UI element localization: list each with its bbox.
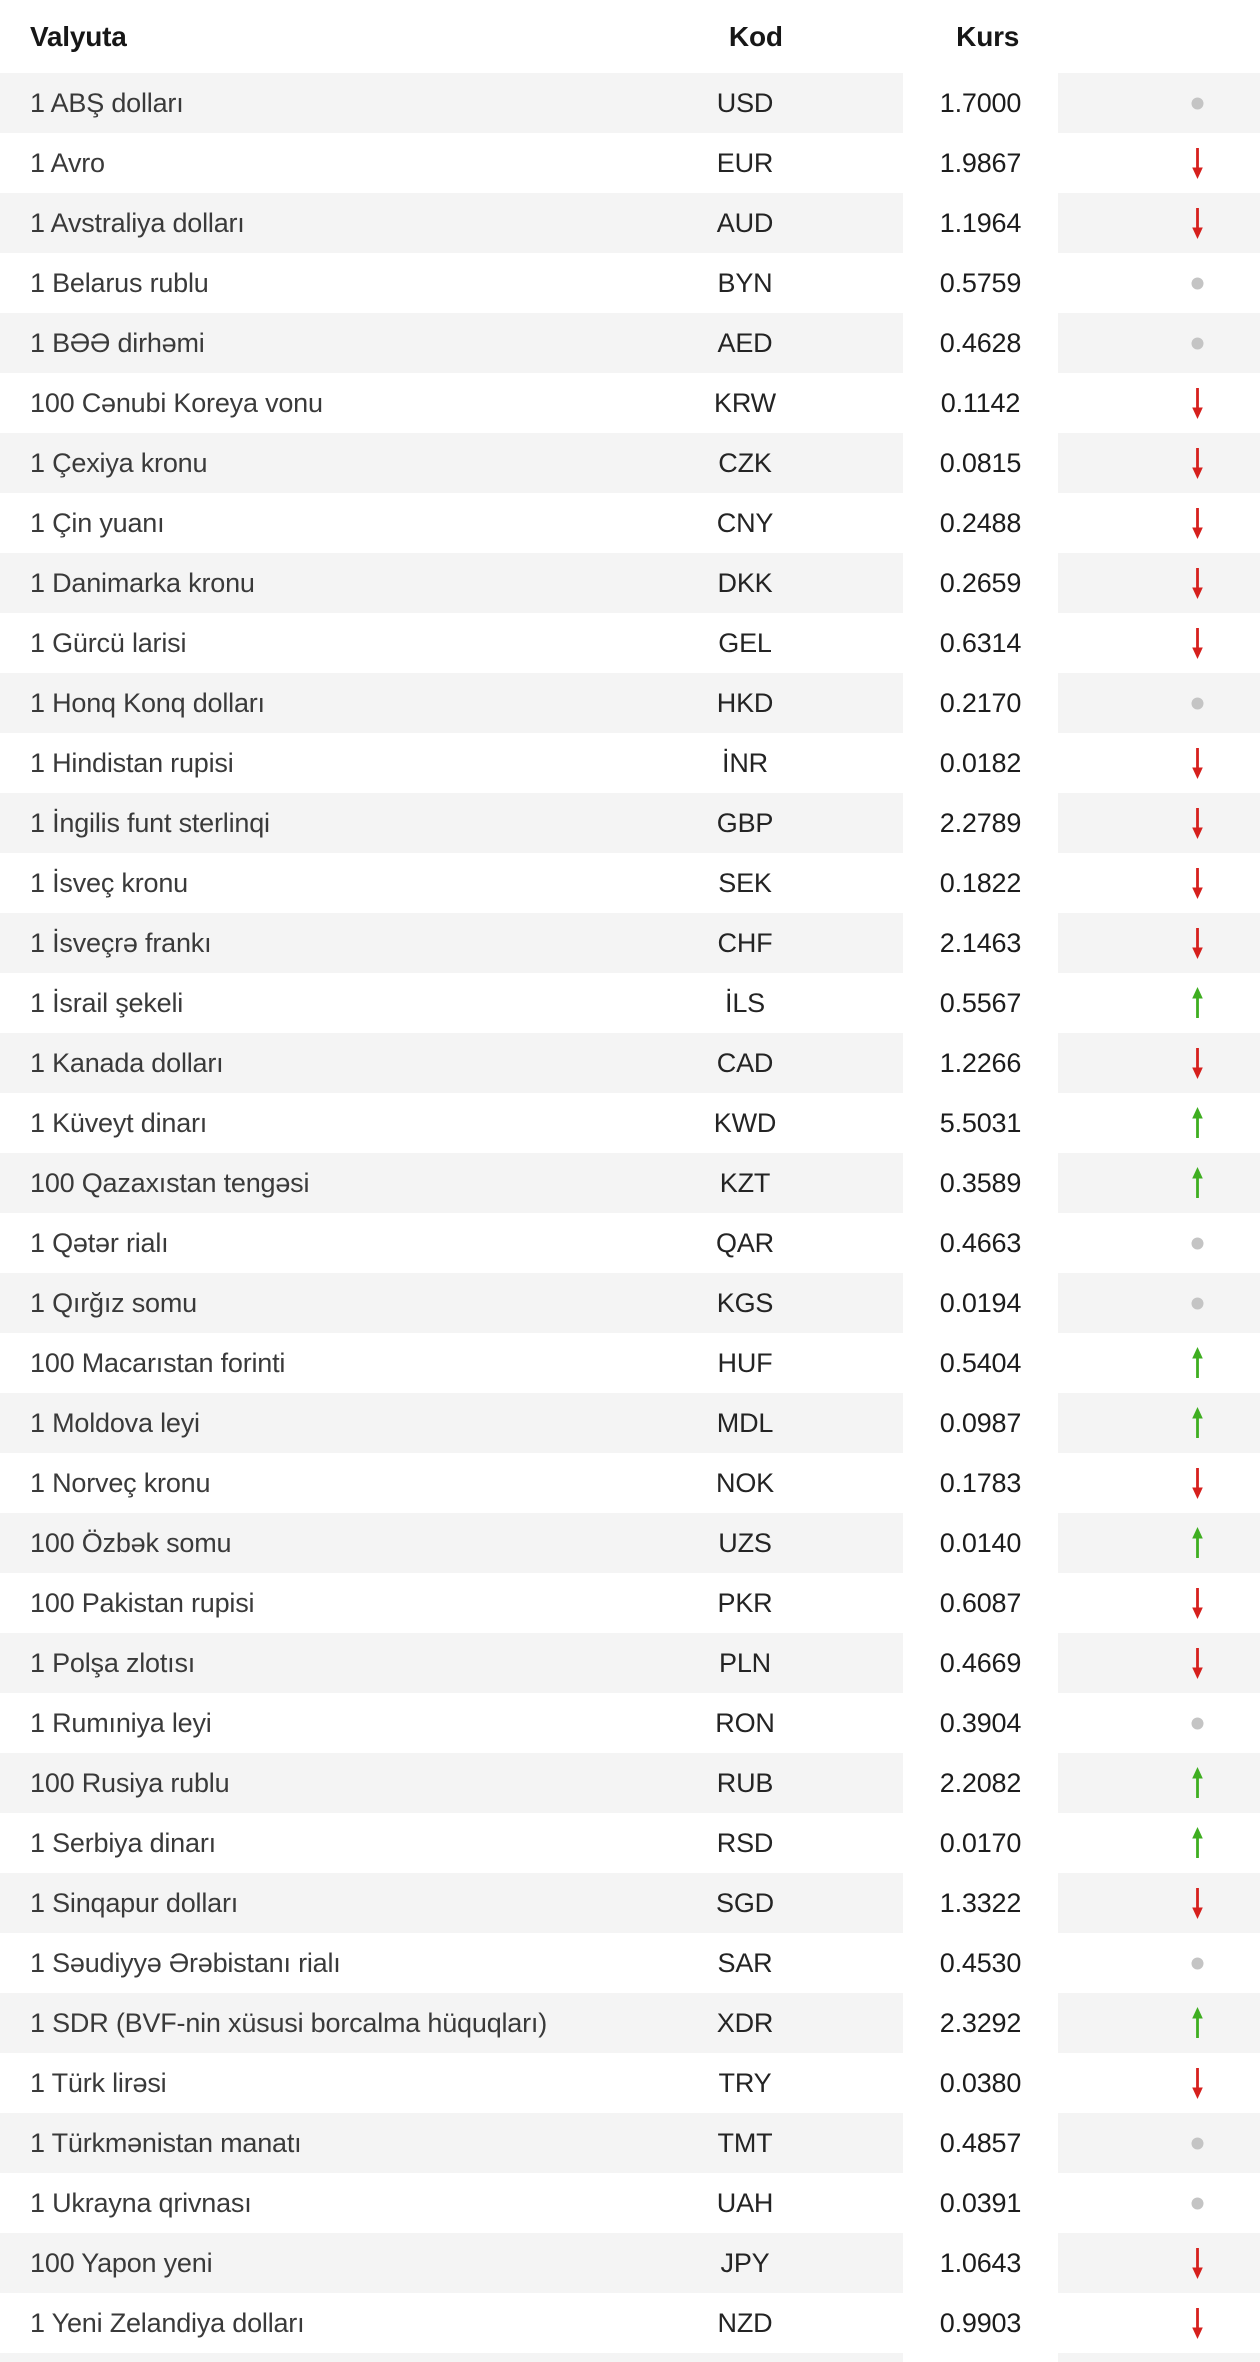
currency-code: DKK [717, 567, 773, 598]
table-row [0, 1393, 1260, 1453]
currency-code: USD [716, 87, 774, 118]
trend-down-icon [1058, 913, 1260, 973]
currency-code: AUD [716, 207, 774, 238]
table-row [0, 1633, 1260, 1693]
currency-rate: 0.2170 [903, 673, 1058, 733]
trend-up-icon [1058, 1753, 1260, 1813]
table-row [0, 1213, 1260, 1273]
table-row [0, 913, 1260, 973]
currency-code: MDL [716, 1407, 774, 1438]
currency-name: 1 Rumıniya leyi [30, 1707, 212, 1738]
currency-code: TRY [718, 2067, 772, 2098]
trend-down-icon [1058, 613, 1260, 673]
currency-code: CAD [716, 1047, 774, 1078]
table-row [0, 853, 1260, 913]
currency-name: 1 Ukrayna qrivnası [30, 2187, 252, 2218]
table-row [0, 2293, 1260, 2353]
currency-rate: 1.9867 [903, 133, 1058, 193]
currency-rate: 2.3292 [903, 1993, 1058, 2053]
trend-down-icon [1058, 1633, 1260, 1693]
trend-down-icon [1058, 133, 1260, 193]
currency-name: 1 İsrail şekeli [30, 987, 184, 1018]
trend-steady-icon [1058, 1273, 1260, 1333]
table-row [0, 2173, 1260, 2233]
currency-rate: 1.0643 [903, 2233, 1058, 2293]
table-row [0, 493, 1260, 553]
trend-steady-icon [1058, 2173, 1260, 2233]
table-row [0, 793, 1260, 853]
currency-code: UAH [716, 2187, 774, 2218]
clipped-row-stripe-left [0, 2353, 903, 2362]
table-row [0, 1033, 1260, 1093]
header-currency: Valyuta [30, 20, 127, 52]
currency-rate: 0.4628 [903, 313, 1058, 373]
currency-name: 100 Yapon yeni [30, 2247, 213, 2278]
currency-code: QAR [716, 1227, 774, 1258]
currency-code: RON [715, 1707, 775, 1738]
currency-name: 1 Çin yuanı [30, 507, 165, 538]
currency-name: 1 Türk lirəsi [30, 2067, 167, 2098]
currency-rate: 0.4669 [903, 1633, 1058, 1693]
trend-down-icon [1058, 553, 1260, 613]
currency-rate: 0.0194 [903, 1273, 1058, 1333]
currency-name: 1 Türkmənistan manatı [30, 2127, 302, 2158]
currency-name: 1 Küveyt dinarı [30, 1107, 208, 1138]
table-row [0, 1813, 1260, 1873]
table-row [0, 1693, 1260, 1753]
currency-rate: 2.2789 [903, 793, 1058, 853]
currency-name: 1 Polşa zlotısı [30, 1647, 196, 1678]
currency-name: 1 Yeni Zelandiya dolları [30, 2307, 305, 2338]
currency-code: NOK [716, 1467, 774, 1498]
table-row [0, 973, 1260, 1033]
trend-up-icon [1058, 1093, 1260, 1153]
currency-code: EUR [716, 147, 774, 178]
trend-down-icon [1058, 793, 1260, 853]
currency-rate: 0.2659 [903, 553, 1058, 613]
trend-down-icon [1058, 193, 1260, 253]
trend-down-icon [1058, 373, 1260, 433]
currency-rate: 0.1822 [903, 853, 1058, 913]
currency-name: 1 Avstraliya dolları [30, 207, 245, 238]
header-rate: Kurs [956, 20, 1020, 52]
currency-name: 1 İsveçrə frankı [30, 927, 212, 958]
trend-steady-icon [1058, 73, 1260, 133]
table-body [0, 73, 1260, 2353]
currency-code: XDR [716, 2007, 774, 2038]
currency-rate: 0.6314 [903, 613, 1058, 673]
currency-rate: 0.0380 [903, 2053, 1058, 2113]
table-row [0, 1093, 1260, 1153]
currency-code: PKR [717, 1587, 773, 1618]
currency-name: 1 İsveç kronu [30, 867, 188, 898]
currency-name: 1 Avro [30, 147, 105, 178]
currency-name: 1 Norveç kronu [30, 1467, 211, 1498]
currency-code: GBP [716, 807, 774, 838]
clipped-next-row [0, 2353, 1260, 2362]
trend-up-icon [1058, 1153, 1260, 1213]
currency-rate: 0.0140 [903, 1513, 1058, 1573]
table-row [0, 1753, 1260, 1813]
currency-code: İNR [722, 747, 768, 778]
table-row [0, 1273, 1260, 1333]
currency-rate: 0.3904 [903, 1693, 1058, 1753]
trend-down-icon [1058, 1033, 1260, 1093]
trend-down-icon [1058, 493, 1260, 553]
currency-rate: 0.5567 [903, 973, 1058, 1033]
currency-name: 1 ABŞ dolları [30, 87, 184, 118]
currency-rate: 1.2266 [903, 1033, 1058, 1093]
trend-steady-icon [1058, 313, 1260, 373]
table-row [0, 553, 1260, 613]
currency-rate: 0.5759 [903, 253, 1058, 313]
trend-down-icon [1058, 853, 1260, 913]
trend-down-icon [1058, 2233, 1260, 2293]
currency-name: 1 Gürcü larisi [30, 627, 187, 658]
currency-code: HKD [716, 687, 774, 718]
currency-rate: 2.2082 [903, 1753, 1058, 1813]
currency-code: SGD [716, 1887, 774, 1918]
table-row [0, 1993, 1260, 2053]
currency-rate: 1.3322 [903, 1873, 1058, 1933]
table-row [0, 2053, 1260, 2113]
trend-up-icon [1058, 973, 1260, 1033]
currency-code: CNY [716, 507, 774, 538]
currency-rate: 0.9903 [903, 2293, 1058, 2353]
currency-rate: 0.2488 [903, 493, 1058, 553]
currency-code: CHF [717, 927, 773, 958]
currency-name: 100 Rusiya rublu [30, 1767, 230, 1798]
trend-steady-icon [1058, 1693, 1260, 1753]
table-row [0, 133, 1260, 193]
table-row [0, 1333, 1260, 1393]
table-row [0, 373, 1260, 433]
table-row [0, 1933, 1260, 1993]
table-row [0, 613, 1260, 673]
currency-name: 100 Cənubi Koreya vonu [30, 387, 323, 418]
currency-code: KZT [719, 1167, 771, 1198]
currency-rate: 0.3589 [903, 1153, 1058, 1213]
currency-code: GEL [718, 627, 772, 658]
currency-rate: 1.1964 [903, 193, 1058, 253]
currency-code: KGS [716, 1287, 774, 1318]
currency-name: 100 Özbək somu [30, 1527, 232, 1558]
trend-down-icon [1058, 1573, 1260, 1633]
currency-rate: 1.7000 [903, 73, 1058, 133]
currency-name: 1 SDR (BVF-nin xüsusi borcalma hüquqları) [30, 2007, 548, 2038]
currency-rate: 0.0815 [903, 433, 1058, 493]
trend-down-icon [1058, 1873, 1260, 1933]
trend-up-icon [1058, 1813, 1260, 1873]
trend-steady-icon [1058, 1933, 1260, 1993]
currency-rate: 0.4857 [903, 2113, 1058, 2173]
table-row [0, 1873, 1260, 1933]
clipped-row-rate-gap [903, 2353, 1058, 2362]
table-row [0, 1513, 1260, 1573]
currency-code: JPY [720, 2247, 770, 2278]
currency-code: AED [717, 327, 773, 358]
table-row [0, 673, 1260, 733]
currency-name: 100 Pakistan rupisi [30, 1587, 255, 1618]
currency-rate: 5.5031 [903, 1093, 1058, 1153]
currency-name: 1 Sinqapur dolları [30, 1887, 239, 1918]
table-row [0, 2113, 1260, 2173]
currency-rate: 0.1142 [903, 373, 1058, 433]
trend-steady-icon [1058, 673, 1260, 733]
currency-rate: 2.1463 [903, 913, 1058, 973]
currency-name: 1 Serbiya dinarı [30, 1827, 216, 1858]
trend-down-icon [1058, 1453, 1260, 1513]
trend-up-icon [1058, 1333, 1260, 1393]
currency-code: UZS [718, 1527, 772, 1558]
table-header-row [0, 0, 1260, 73]
currency-name: 1 Qətər rialı [30, 1227, 169, 1258]
currency-name: 1 Moldova leyi [30, 1407, 200, 1438]
currency-name: 1 Səudiyyə Ərəbistanı rialı [30, 1947, 341, 1978]
currency-code: CZK [718, 447, 772, 478]
trend-up-icon [1058, 1393, 1260, 1453]
currency-code: TMT [717, 2127, 773, 2158]
trend-down-icon [1058, 2053, 1260, 2113]
currency-name: 1 İngilis funt sterlinqi [30, 807, 270, 838]
table-row [0, 1453, 1260, 1513]
currency-name: 100 Macarıstan forinti [30, 1347, 286, 1378]
trend-down-icon [1058, 433, 1260, 493]
currency-code: NZD [717, 2307, 773, 2338]
table-row [0, 313, 1260, 373]
currency-name: 1 Belarus rublu [30, 267, 209, 298]
clipped-row-stripe-right [1058, 2353, 1260, 2362]
currency-code: SEK [718, 867, 772, 898]
currency-name: 100 Qazaxıstan tengəsi [30, 1167, 310, 1198]
header-code: Kod [728, 20, 783, 52]
table-row [0, 433, 1260, 493]
currency-name: 1 Kanada dolları [30, 1047, 224, 1078]
currency-code: KWD [713, 1107, 777, 1138]
header-trend-spacer [1063, 0, 1260, 73]
trend-up-icon [1058, 1993, 1260, 2053]
currency-rate: 0.0170 [903, 1813, 1058, 1873]
trend-steady-icon [1058, 1213, 1260, 1273]
currency-code: KRW [714, 387, 776, 418]
table-row [0, 733, 1260, 793]
currency-rate: 0.1783 [903, 1453, 1058, 1513]
trend-down-icon [1058, 2293, 1260, 2353]
currency-code: BYN [717, 267, 773, 298]
table-row [0, 1153, 1260, 1213]
currency-code: SAR [717, 1947, 773, 1978]
currency-name: 1 Hindistan rupisi [30, 747, 234, 778]
table-row [0, 1573, 1260, 1633]
currency-name: 1 Danimarka kronu [30, 567, 255, 598]
table-row [0, 193, 1260, 253]
currency-rate: 0.0987 [903, 1393, 1058, 1453]
currency-rate: 0.6087 [903, 1573, 1058, 1633]
table-row [0, 253, 1260, 313]
currency-name: 1 BƏƏ dirhəmi [30, 327, 205, 358]
currency-code: RUB [716, 1767, 774, 1798]
table-row [0, 73, 1260, 133]
currency-name: 1 Çexiya kronu [30, 447, 208, 478]
currency-rate: 0.0182 [903, 733, 1058, 793]
currency-rate: 0.5404 [903, 1333, 1058, 1393]
trend-up-icon [1058, 1513, 1260, 1573]
currency-name: 1 Honq Konq dolları [30, 687, 265, 718]
currency-rate: 0.4663 [903, 1213, 1058, 1273]
trend-steady-icon [1058, 253, 1260, 313]
currency-code: İLS [725, 987, 765, 1018]
currency-name: 1 Qırğız somu [30, 1287, 197, 1318]
currency-code: PLN [719, 1647, 771, 1678]
table-row [0, 2233, 1260, 2293]
currency-code: RSD [716, 1827, 774, 1858]
trend-steady-icon [1058, 2113, 1260, 2173]
currency-code: HUF [717, 1347, 773, 1378]
currency-rate: 0.4530 [903, 1933, 1058, 1993]
currency-rate: 0.0391 [903, 2173, 1058, 2233]
trend-down-icon [1058, 733, 1260, 793]
